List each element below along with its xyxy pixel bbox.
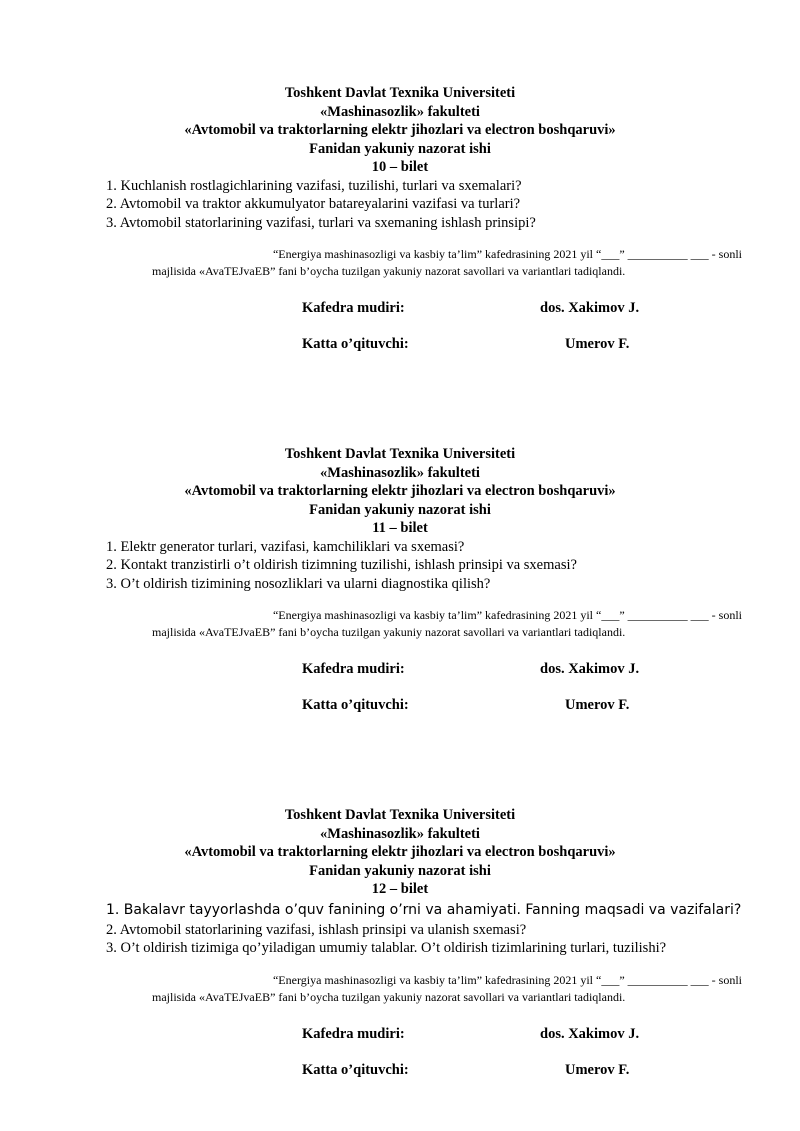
- signature-name: dos. Xakimov J.: [540, 661, 640, 677]
- university-name: Toshkent Davlat Texnika Universiteti: [284, 446, 516, 462]
- exam-ticket-12: [0, 806, 800, 1098]
- signature-role: Kafedra mudiri:: [302, 300, 405, 316]
- ticket-header: [0, 84, 800, 177]
- signature-row-head: [0, 300, 800, 336]
- faculty-name: «Mashinasozlik» fakulteti: [320, 464, 480, 481]
- signature-role: Kafedra mudiri:: [302, 661, 405, 677]
- signature-row-head: [0, 661, 800, 697]
- signature-name: dos. Xakimov J.: [540, 300, 640, 316]
- question-2: 2. Avtomobil statorlarining vazifasi, ishlash prinsipi va ulanish sxemasi?: [106, 921, 527, 938]
- signature-row-teacher: [0, 336, 800, 372]
- exam-title: Fanidan yakuniy nazorat ishi: [309, 501, 491, 518]
- exam-ticket-11: [0, 445, 800, 733]
- signature-role: Katta o’qituvchi:: [302, 1061, 409, 1078]
- question-1: 1. Bakalavr tayyorlashda o’quv fanining o’rni va ahamiyati. Fanning maqsadi va vazifalari?: [106, 901, 742, 918]
- approval-note-line-1: “Energiya mashinasozligi va kasbiy ta’lim” kafedrasining 2021 yil “___” __________ ___ - sonli: [272, 247, 742, 261]
- approval-note-line-2: majlisida «AvaTEJvaEB” fani b’oycha tuzilgan yakuniy nazorat savollari va variantlari tadiqlandi.: [152, 264, 626, 278]
- signature-row-teacher: [0, 697, 800, 733]
- signature-row-head: [0, 1026, 800, 1062]
- faculty-name: «Mashinasozlik» fakulteti: [320, 103, 480, 120]
- question-1: 1. Elektr generator turlari, vazifasi, kamchiliklari va sxemasi?: [106, 538, 465, 555]
- approval-note-line-2: majlisida «AvaTEJvaEB” fani b’oycha tuzilgan yakuniy nazorat savollari va variantlari tadiqlandi.: [152, 625, 626, 639]
- question-list: [106, 177, 742, 233]
- ticket-number: 12 – bilet: [371, 881, 429, 897]
- question-3: 3. O’t oldirish tizimining nosozliklari va ularni diagnostika qilish?: [106, 575, 491, 592]
- approval-note: [152, 246, 742, 280]
- approval-note-line-1: “Energiya mashinasozligi va kasbiy ta’lim” kafedrasining 2021 yil “___” __________ ___ - sonli: [272, 972, 742, 987]
- question-1: 1. Kuchlanish rostlagichlarining vazifasi, tuzilishi, turlari va sxemalari?: [106, 177, 522, 194]
- signature-role: Kafedra mudiri:: [302, 1025, 405, 1042]
- question-3: 3. O’t oldirish tizimiga qo’yiladigan umumiy talablar. O’t oldirish tizimlarining turlari, tuzilishi?: [106, 940, 667, 956]
- signature-role: Katta o’qituvchi:: [302, 697, 409, 713]
- question-list: [106, 899, 742, 958]
- course-name: «Avtomobil va traktorlarning elektr jihozlari va electron boshqaruvi»: [184, 483, 616, 499]
- signature-row-teacher: [0, 1062, 800, 1098]
- approval-note-line-2: majlisida «AvaTEJvaEB” fani b’oycha tuzilgan yakuniy nazorat savollari va variantlari tadiqlandi.: [152, 989, 626, 1004]
- question-2: 2. Kontakt tranzistirli o’t oldirish tizimning tuzilishi, ishlash prinsipi va sxemasi?: [106, 557, 577, 573]
- question-list: [106, 538, 742, 594]
- university-name: Toshkent Davlat Texnika Universiteti: [284, 85, 516, 101]
- ticket-number: 11 – bilet: [372, 520, 428, 536]
- signature-name: Umerov F.: [565, 697, 630, 713]
- exam-title: Fanidan yakuniy nazorat ishi: [309, 862, 491, 879]
- question-2: 2. Avtomobil va traktor akkumulyator batareyalarini vazifasi va turlari?: [106, 196, 521, 212]
- course-name: «Avtomobil va traktorlarning elektr jihozlari va electron boshqaruvi»: [184, 122, 616, 138]
- signature-name: Umerov F.: [565, 336, 630, 352]
- signature-name: dos. Xakimov J.: [540, 1025, 640, 1042]
- course-name: «Avtomobil va traktorlarning elektr jihozlari va electron boshqaruvi»: [184, 844, 616, 860]
- ticket-number: 10 – bilet: [371, 159, 429, 175]
- faculty-name: «Mashinasozlik» fakulteti: [320, 825, 480, 842]
- ticket-header: [0, 806, 800, 899]
- exam-ticket-10: [0, 84, 800, 372]
- signature-role: Katta o’qituvchi:: [302, 336, 409, 352]
- question-3: 3. Avtomobil statorlarining vazifasi, turlari va sxemaning ishlash prinsipi?: [106, 214, 536, 231]
- exam-title: Fanidan yakuniy nazorat ishi: [309, 140, 491, 157]
- approval-note: [152, 607, 742, 641]
- ticket-header: [0, 445, 800, 538]
- approval-note-line-1: “Energiya mashinasozligi va kasbiy ta’lim” kafedrasining 2021 yil “___” __________ ___ - sonli: [272, 608, 742, 622]
- approval-note: [152, 972, 742, 1006]
- university-name: Toshkent Davlat Texnika Universiteti: [284, 807, 516, 823]
- signature-name: Umerov F.: [565, 1061, 630, 1078]
